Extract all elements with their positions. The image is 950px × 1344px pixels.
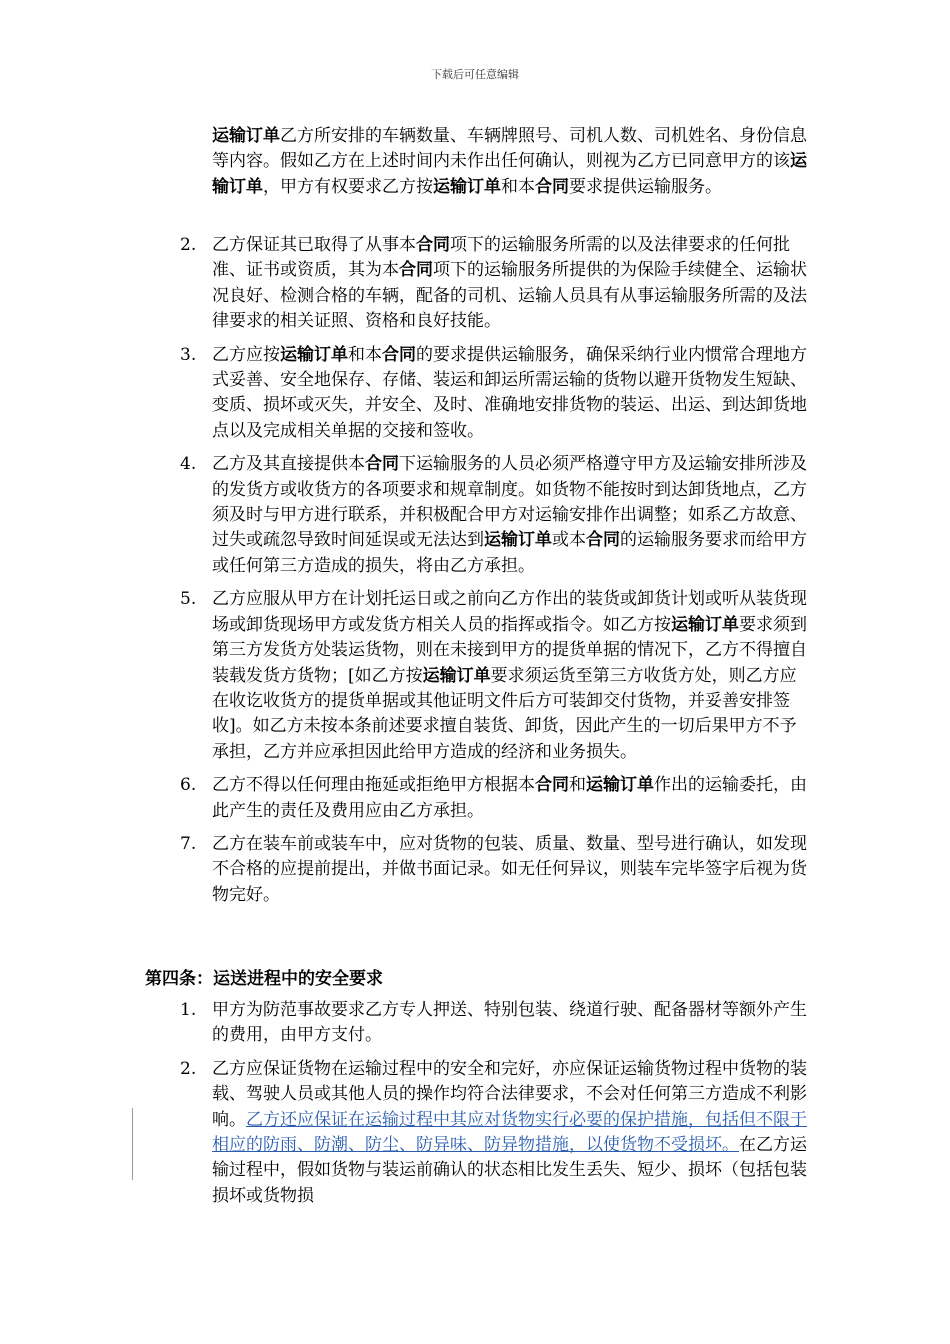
safety-requirements-list [150, 998, 820, 1217]
text-run: 要求须运货至第三方收货方处，则乙方应在收讫收货方的提货单据或其他证明文件后方可装卸交付货物，并妥善安排签收]。如乙方未按本条前述要求擅自装货、卸货，因此产生的一切后果甲方不予承担，乙方并应承担因此给甲方造成的经济和业务损失。 [212, 665, 797, 762]
list-item [150, 343, 820, 445]
bold-term: 运输订单 [212, 151, 807, 197]
bold-term: 合同 [399, 260, 433, 281]
text-run: 要求须到第三方发货方处装运货物，则在未接到甲方的提货单据的情况下，乙方不得擅自装载发货方货物；[如乙方按 [212, 614, 807, 686]
bold-term: 运输订单 [212, 126, 280, 146]
section-heading: 第四条：运送进程中的安全要求 [145, 969, 383, 989]
list-number: 5. [180, 589, 197, 610]
text-run: 的要求提供运输服务，确保采纳行业内惯常合理地方式妥善、安全地保存、存储、装运和卸运所需运输的货物以避开货物发生短缺、变质、损坏或灭失，并安全、及时、准确地安排货物的装运、出运、到达卸货地点以及完成相关单据的交接和签收。 [212, 344, 807, 441]
text-run: 乙方及其直接提供本 [212, 454, 365, 475]
list-item-text [212, 773, 812, 824]
text-run: 作出的运输委托，由此产生的责任及费用应由乙方承担。 [212, 775, 807, 821]
text-run: 和本 [348, 344, 382, 365]
bold-term: 运输订单 [422, 665, 491, 686]
text-run: 乙方在装车前或装车中，应对货物的包装、质量、数量、型号进行确认，如发现不合格的应提前提出，并做书面记录。如无任何异议，则装车完毕签字后视为货物完好。 [212, 833, 807, 905]
obligations-list [150, 233, 820, 916]
text-run: 乙方应按 [212, 344, 280, 365]
bold-term: 合同 [586, 530, 620, 551]
list-item [150, 587, 820, 765]
list-number: 1. [180, 1000, 197, 1020]
list-item [150, 773, 820, 824]
text-run: 乙方不得以任何理由拖延或拒绝甲方根据本 [212, 775, 535, 796]
list-item-text [212, 998, 812, 1049]
bold-term: 运输订单 [671, 614, 739, 635]
list-number: 4. [180, 454, 197, 475]
list-item [150, 452, 820, 579]
text-run: 或本 [552, 530, 586, 551]
list-item [150, 998, 820, 1049]
bold-term: 合同 [535, 176, 569, 197]
list-number: 3. [180, 344, 197, 365]
bold-term: 运输订单 [433, 176, 501, 197]
text-run: 下运输服务的人员必须严格遵守甲方及运输安排所涉及的发货方或收货方的各项要求和规章制度。如货物不能按时到达卸货地点，乙方须及时与甲方进行联系，并积极配合甲方对运输安排作出调整；如系乙方故意、过失或疏忽导致时间延误或无法达到 [212, 454, 807, 551]
text-run: 项下的运输服务所需的以及法律要求的任何批准、证书或资质，其为本 [212, 235, 790, 281]
list-item-text [212, 452, 812, 579]
text-run: 甲方为防范事故要求乙方专人押送、特别包装、绕道行驶、配备器材等额外产生的费用，由甲方支付。 [212, 1000, 807, 1046]
bold-term: 合同 [535, 775, 569, 796]
tracked-change-text: 乙方还应保证在运输过程中其应对货物实行必要的保护措施，包括但不限于相应的防雨、防潮、防尘、防异味、防异物措施，以使货物不受损坏。 [212, 1109, 807, 1156]
text-run: 乙方所安排的车辆数量、车辆牌照号、司机人数、司机姓名、身份信息等内容。假如乙方在上述时间内未作出任何确认，则视为乙方已同意甲方的该 [212, 126, 807, 172]
bold-term: 合同 [365, 454, 399, 475]
list-item-text [212, 832, 812, 908]
list-item-text [212, 587, 812, 765]
text-run: 的运输服务要求而给甲方或任何第三方造成的损失，将由乙方承担。 [212, 530, 807, 576]
bold-term: 合同 [382, 344, 416, 365]
bold-term: 运输订单 [484, 530, 552, 551]
list-number: 2. [180, 235, 197, 255]
list-number: 2. [180, 1058, 197, 1079]
list-item-text [212, 1057, 812, 1209]
bold-term: 运输订单 [280, 344, 348, 365]
list-item [150, 1057, 820, 1209]
bold-term: 合同 [416, 235, 450, 255]
revision-bar [132, 1108, 133, 1180]
list-item [150, 832, 820, 908]
list-item-text [212, 233, 812, 335]
list-item [150, 233, 820, 335]
continuation-paragraph [212, 124, 812, 200]
text-run: 要求提供运输服务。 [569, 176, 722, 197]
text-run: 在乙方运输过程中，假如货物与装运前确认的状态相比发生丢失、短少、损坏（包括包装损坏或货物损 [212, 1135, 807, 1206]
text-run: 和 [569, 775, 586, 796]
text-run: 和本 [501, 176, 535, 197]
list-number: 6. [180, 775, 197, 796]
text-run: ，甲方有权要求乙方按 [263, 176, 433, 197]
text-run: 乙方保证其已取得了从事本 [212, 235, 416, 255]
list-item-text [212, 343, 812, 445]
bold-term: 运输订单 [586, 775, 654, 796]
text-run: 项下的运输服务所提供的为保险手续健全、运输状况良好、检测合格的车辆，配备的司机、运输人员具有从事运输服务所需的及法律要求的相关证照、资格和良好技能。 [212, 260, 807, 332]
list-number: 7. [180, 833, 197, 854]
text-run: 乙方应服从甲方在计划托运日或之前向乙方作出的装货或卸货计划或听从装货现场或卸货现场甲方或发货方相关人员的指挥或指令。如乙方按 [212, 589, 807, 635]
page-header: 下载后可任意编辑 [431, 68, 519, 81]
text-run: 乙方应保证货物在运输过程中的安全和完好，亦应保证运输货物过程中货物的装载、驾驶人员或其他人员的操作均符合法律要求，不会对任何第三方造成不利影响。 [212, 1058, 807, 1130]
